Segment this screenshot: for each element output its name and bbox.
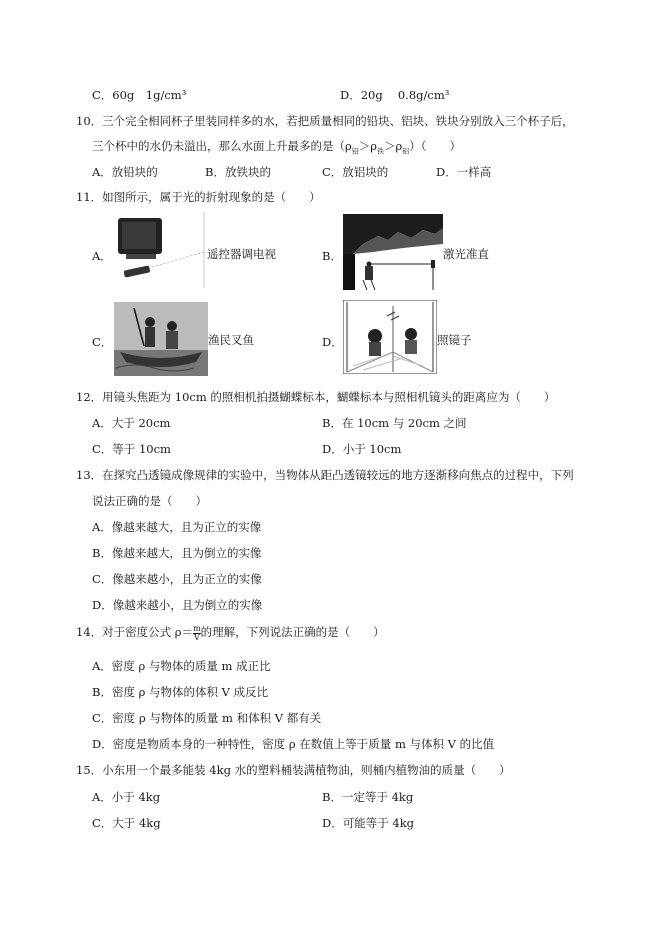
q15-option-a: A．小于 4kg [92, 790, 161, 804]
fisherman-spearing-picture [114, 302, 208, 376]
q14-stem: 14．对于密度公式 ρ＝ $\frac{m}{V}$ 的理解，下列说法正确的是（ ） [76, 623, 385, 642]
q10-option-c: C．放铝块的 [322, 165, 389, 179]
q10-option-a: A．放铅块的 [92, 165, 158, 179]
q13-option-a: A．像越来越大，且为正立的实像 [92, 520, 262, 534]
q14-option-d: D．密度是物质本身的一种特性，密度 ρ 在数值上等于质量 m 与体积 V 的比值 [92, 737, 495, 751]
q9-option-c: C．60g 1g/cm³ [92, 88, 187, 102]
q13-stem-line2: 说法正确的是（ ） [92, 494, 207, 508]
q15-option-b: B．一定等于 4kg [322, 790, 414, 804]
q10-stem-line1: 10．三个完全相同杯子里装同样多的水，若把质量相同的铅块、铝块、铁块分别放入三个杯子后， [76, 114, 574, 128]
q10-stem-line2: 三个杯中的水仍未溢出，那么水面上升最多的是$(\rho_铅>\rho_铁>\rho_铝)$（ ） [92, 139, 462, 156]
laser-alignment-picture [343, 214, 443, 290]
q11-option-c-letter: C． [92, 335, 113, 349]
q11-option-a-letter: A． [92, 249, 112, 263]
density-formula-fraction: $\frac{m}{V}$ [193, 623, 201, 642]
tv-remote-picture [112, 212, 206, 288]
q13-stem-line1: 13．在探究凸透镜成像规律的实验中，当物体从距凸透镜较远的地方逐渐移向焦点的过程中，下列 [76, 468, 574, 482]
q11-option-a-caption: 遥控器调电视 [207, 247, 276, 261]
q9-option-d: D．20g 0.8g/cm³ [340, 88, 450, 102]
q14-option-a: A．密度 ρ 与物体的质量 m 成正比 [92, 659, 271, 673]
q11-option-d-letter: D． [322, 335, 343, 349]
q15-option-c: C．大于 4kg [92, 816, 161, 830]
q13-option-c: C．像越来越小，且为正立的实像 [92, 572, 262, 586]
q12-option-c: C．等于 10cm [92, 442, 171, 456]
q13-option-b: B．像越来越大，且为倒立的实像 [92, 546, 262, 560]
q14-option-b: B．密度 ρ 与物体的体积 V 成反比 [92, 685, 269, 699]
q11-option-c-caption: 渔民叉鱼 [208, 333, 254, 347]
q13-option-d: D．像越来越小，且为倒立的实像 [92, 598, 263, 612]
q14-option-c: C．密度 ρ 与物体的质量 m 和体积 V 都有关 [92, 711, 322, 725]
q15-option-d: D．可能等于 4kg [322, 816, 415, 830]
q10-option-d: D．一样高 [436, 165, 492, 179]
q11-option-d-caption: 照镜子 [437, 333, 472, 347]
q10-option-b: B．放铁块的 [205, 165, 271, 179]
q11-option-b-letter: B． [322, 249, 342, 263]
mirror-reflection-picture [343, 300, 437, 374]
q15-stem: 15．小东用一个最多能装 4kg 水的塑料桶装满植物油，则桶内植物油的质量（ ） [76, 763, 511, 777]
q11-stem: 11．如图所示，属于光的折射现象的是（ ） [76, 190, 321, 204]
q12-option-b: B．在 10cm 与 20cm 之间 [322, 416, 467, 430]
q12-option-a: A．大于 20cm [92, 416, 171, 430]
q11-option-b-caption: 激光准直 [443, 247, 489, 261]
q12-option-d: D．小于 10cm [322, 442, 402, 456]
q12-stem: 12．用镜头焦距为 10cm 的照相机拍摄蝴蝶标本，蝴蝶标本与照相机镜头的距离应为（ ） [76, 390, 556, 404]
